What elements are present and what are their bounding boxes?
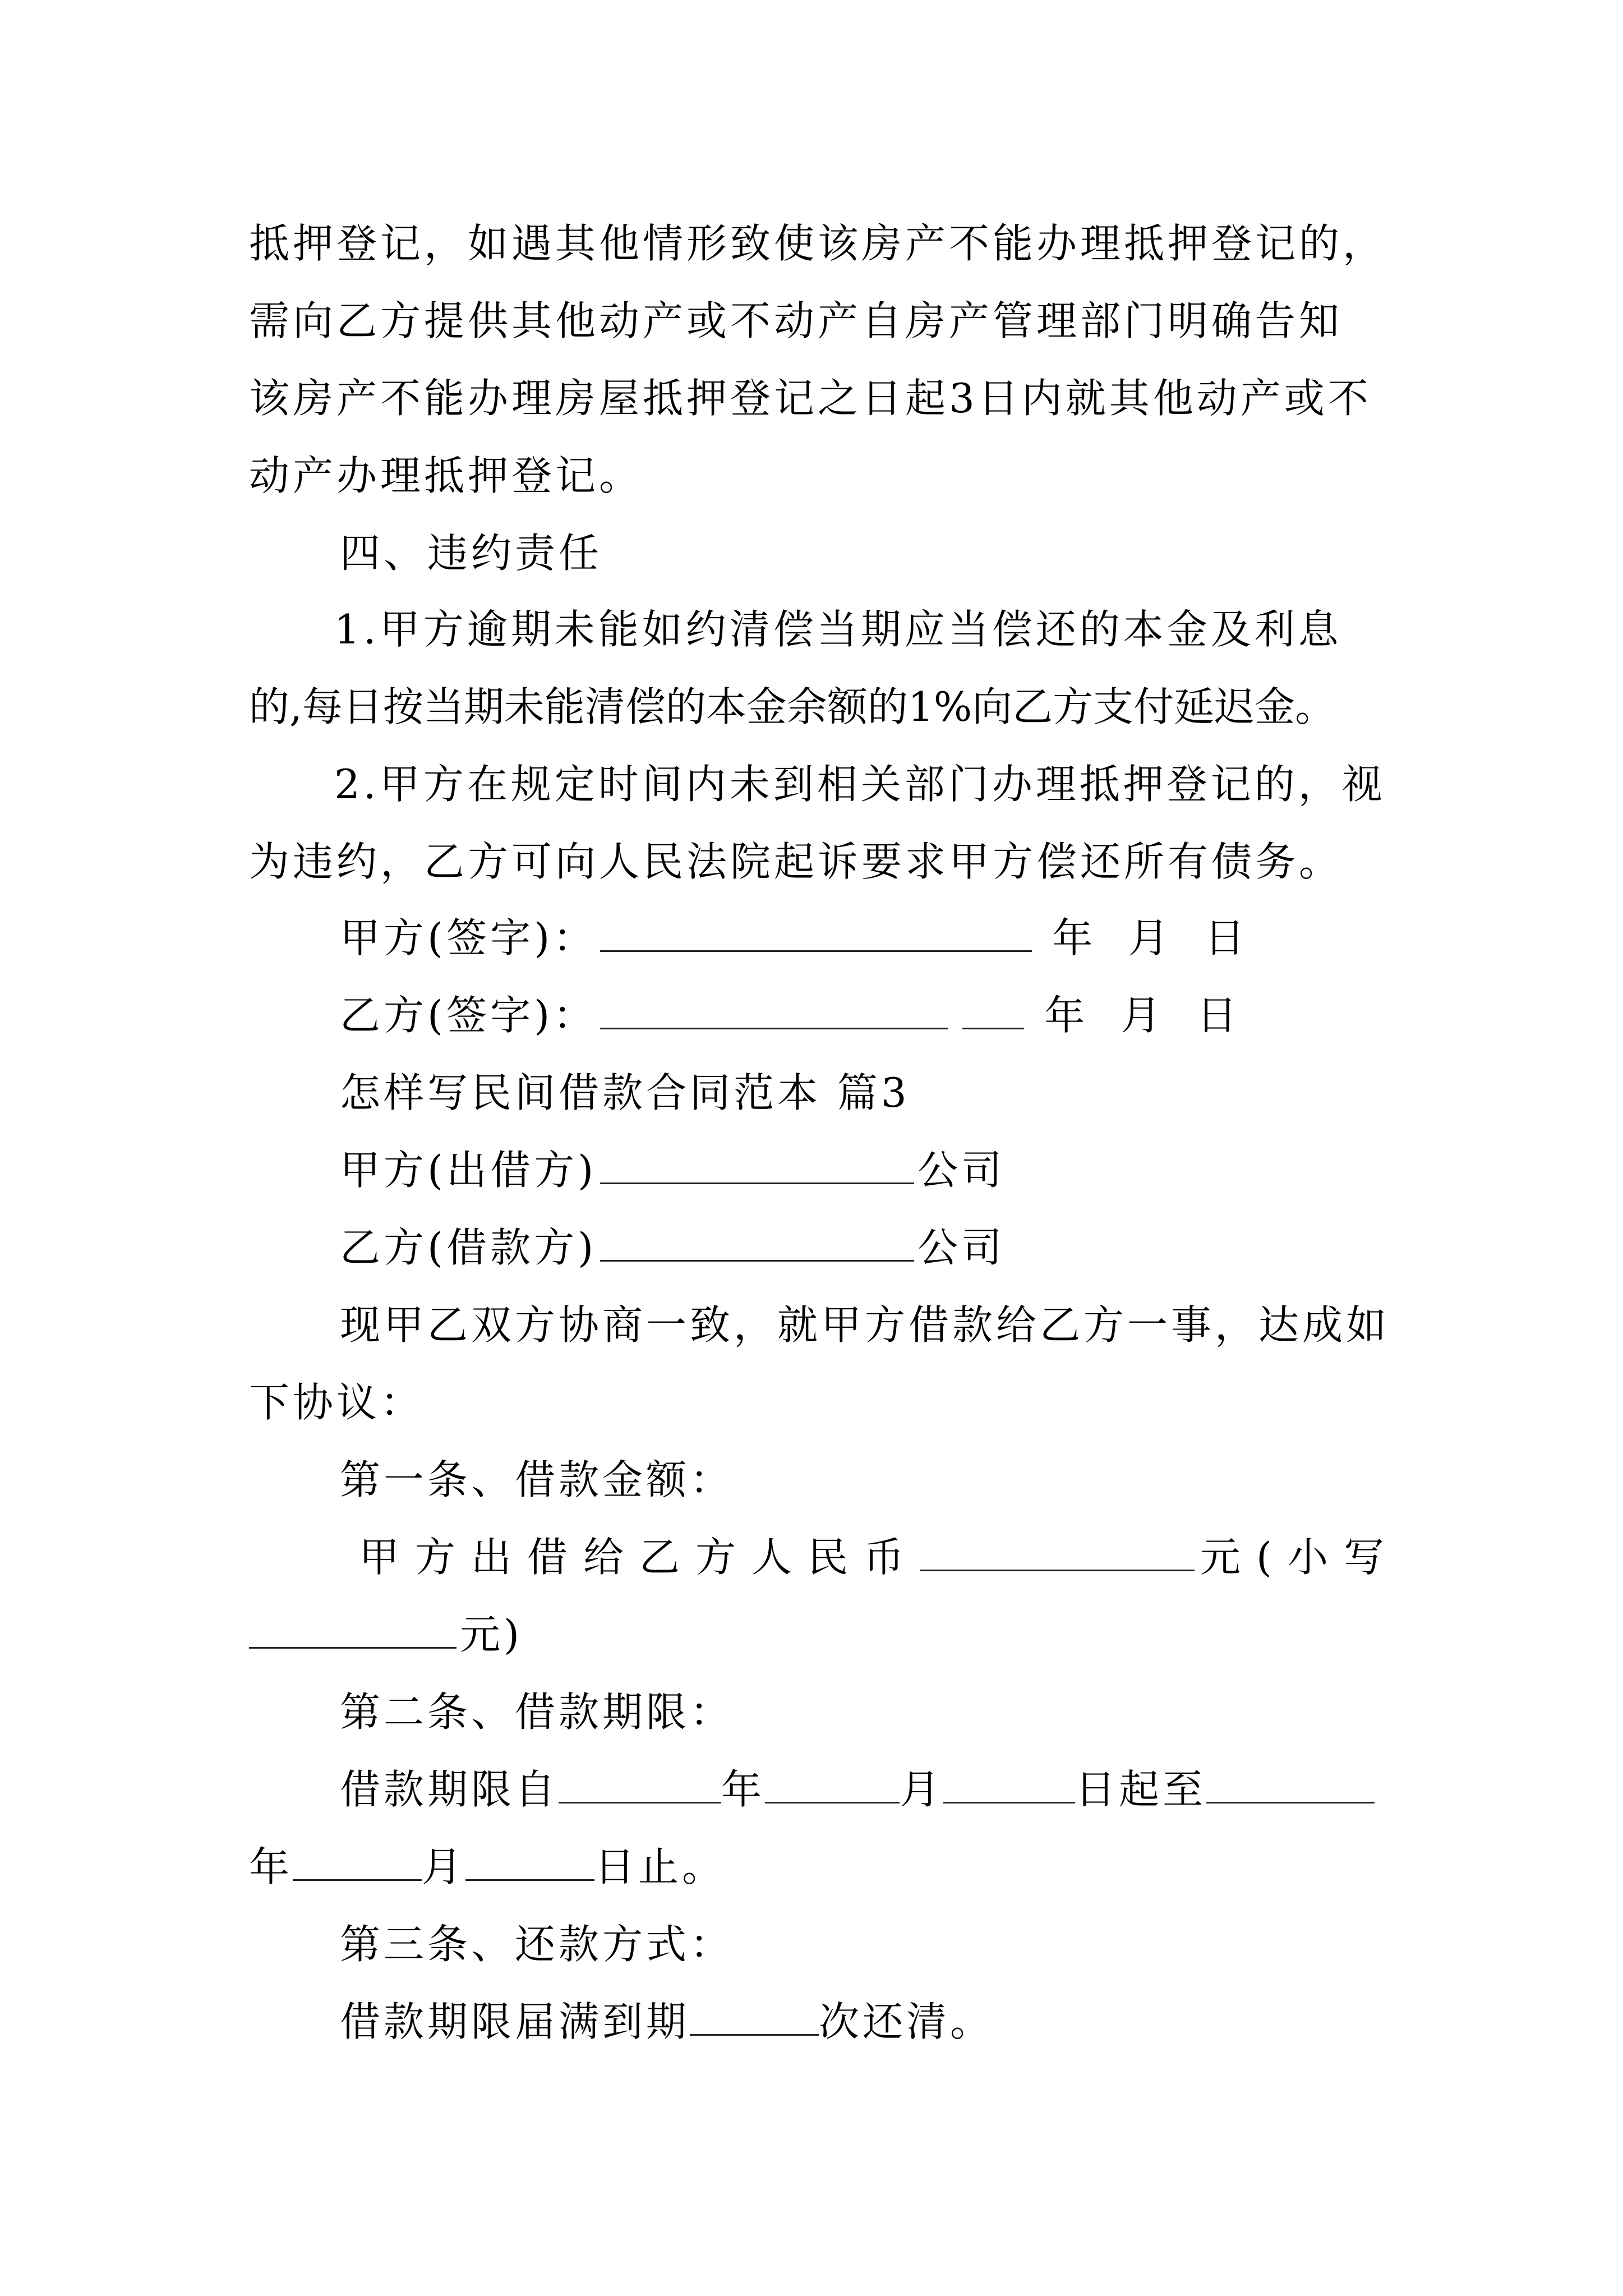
- signature-party-b-field[interactable]: [600, 983, 948, 1029]
- party-lender-field[interactable]: [600, 1138, 914, 1184]
- signature-party-b: [340, 982, 1389, 1049]
- loan-end-month-label: 月: [422, 1843, 466, 1890]
- loan-start-day-label: 日起至: [1075, 1766, 1207, 1813]
- party-lender: [340, 1137, 1389, 1204]
- repayment-line: [340, 1988, 1389, 2055]
- loan-end-day-label: 日止。: [594, 1843, 726, 1890]
- signature-party-b-field-extra[interactable]: [962, 983, 1024, 1029]
- loan-period-line-1: [340, 1756, 1389, 1823]
- loan-start-year-field[interactable]: [559, 1757, 721, 1803]
- loan-amount-small-line: [249, 1601, 1387, 1668]
- repayment-count-field[interactable]: [690, 1989, 819, 2036]
- loan-start-month-field[interactable]: [765, 1757, 900, 1803]
- loan-end-day-field[interactable]: [465, 1834, 594, 1881]
- signature-party-a-date: 年 月 日: [1052, 914, 1248, 961]
- clause-1-line-2: 的,每日按当期未能清偿的本金余额的1%向乙方支付延迟金。: [249, 683, 1336, 730]
- signature-party-a-field[interactable]: [600, 905, 1032, 952]
- agreement-intro-line-2: 下协议：: [249, 1379, 425, 1426]
- loan-amount-line: [359, 1524, 1400, 1591]
- loan-end-month-field[interactable]: [293, 1834, 422, 1881]
- loan-start-month-label: 月: [900, 1766, 944, 1813]
- loan-end-year-label: 年: [249, 1843, 293, 1890]
- repayment-text: 借款期限届满到期: [340, 1998, 690, 2045]
- section-title-contract-3: 怎样写民间借款合同范本 篇3: [340, 1069, 910, 1116]
- loan-start-day-field[interactable]: [943, 1757, 1075, 1803]
- loan-amount-text: 甲方出借给乙方人民币: [359, 1534, 920, 1581]
- signature-party-a-label: 甲方(签字)：: [340, 914, 597, 961]
- loan-amount-small-suffix: 元): [460, 1611, 523, 1658]
- article-2-heading: 第二条、借款期限：: [340, 1688, 734, 1736]
- signature-party-b-label: 乙方(签字)：: [340, 992, 597, 1039]
- text-line-1: 抵押登记，如遇其他情形致使该房产不能办理抵押登记的，: [249, 220, 1387, 267]
- loan-end-year-field[interactable]: [1206, 1757, 1375, 1803]
- loan-amount-field[interactable]: [920, 1525, 1195, 1571]
- text-line-3: 该房产不能办理房屋抵押登记之日起3日内就其他动产或不: [249, 375, 1372, 422]
- party-lender-label: 甲方(出借方): [340, 1147, 597, 1194]
- party-lender-suffix: 公司: [917, 1147, 1006, 1194]
- party-borrower-label: 乙方(借款方): [340, 1224, 597, 1271]
- agreement-intro-line-1: 现甲乙双方协商一致，就甲方借款给乙方一事，达成如: [340, 1301, 1390, 1349]
- signature-party-a: [340, 904, 1389, 972]
- section-heading-liability: 四、违约责任: [340, 530, 603, 577]
- article-3-heading: 第三条、还款方式：: [340, 1921, 734, 1968]
- text-line-2: 需向乙方提供其他动产或不动产自房产管理部门明确告知: [249, 297, 1343, 344]
- loan-amount-suffix: 元(小写: [1200, 1534, 1400, 1581]
- clause-2-line-1: 2.甲方在规定时间内未到相关部门办理抵押登记的，视: [334, 761, 1386, 808]
- repayment-suffix: 次还清。: [819, 1998, 994, 2045]
- party-borrower: [340, 1214, 1389, 1281]
- party-borrower-suffix: 公司: [917, 1224, 1006, 1271]
- clause-2-line-2: 为违约，乙方可向人民法院起诉要求甲方偿还所有债务。: [249, 838, 1343, 885]
- text-line-4: 动产办理抵押登记。: [249, 452, 643, 499]
- loan-amount-small-field[interactable]: [249, 1602, 457, 1649]
- clause-1-line-1: 1.甲方逾期未能如约清偿当期应当偿还的本金及利息: [334, 606, 1342, 653]
- loan-period-start-text: 借款期限自: [340, 1766, 559, 1813]
- loan-start-year-label: 年: [721, 1766, 766, 1813]
- party-borrower-field[interactable]: [600, 1215, 914, 1262]
- article-1-heading: 第一条、借款金额：: [340, 1456, 734, 1503]
- signature-party-b-date: 年 月 日: [1044, 992, 1241, 1039]
- loan-period-line-2: [249, 1833, 1387, 1901]
